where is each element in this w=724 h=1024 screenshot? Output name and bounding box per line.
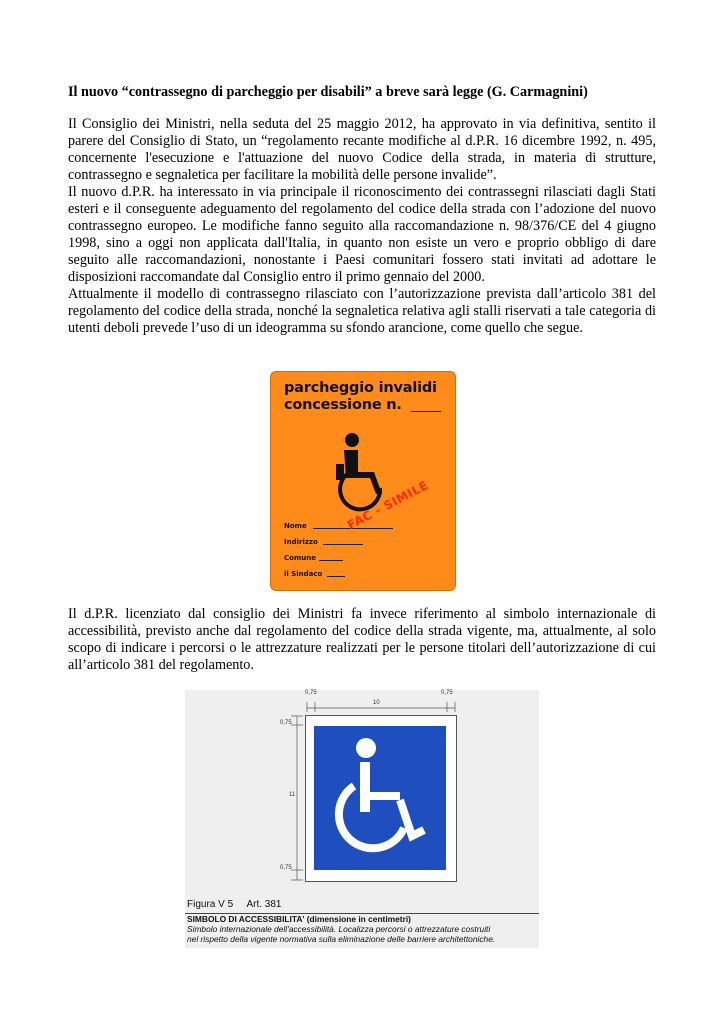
fac-simile-stamp: FAC - SIMILE (345, 477, 431, 533)
figure-description-line1: Simbolo internazionale dell'accessibilità. Localizza percorsi o attrezzature costruiti (187, 924, 491, 934)
dim-top-mid: 10 (373, 700, 380, 706)
field-comune: Comune (284, 554, 316, 562)
article-continued (68, 606, 656, 674)
accessibility-sign (305, 715, 457, 882)
wheelchair-icon (326, 432, 388, 512)
dim-top-left: 0,75 (305, 690, 317, 696)
figure-label: Figura V 5 Art. 381 (187, 899, 282, 910)
dim-left-bottom: 0,75 (280, 865, 292, 871)
figure-description (187, 924, 495, 944)
field-sindaco-line (327, 576, 345, 577)
dim-top-right: 0,75 (441, 690, 453, 696)
figure-title: SIMBOLO DI ACCESSIBILITA' (dimensione in centimetri) (187, 914, 411, 924)
accessibility-figure (185, 690, 539, 948)
paragraph-3: Attualmente il modello di contrassegno rilasciato con l’autorizzazione prevista dall’articolo 381 del regolamento del codice della strada, nonché la segnaletica relativa agli stalli riservati a tale categoria di utenti deboli prevede l’uso di un ideogramma su sfondo arancione, come quello che segue. (68, 286, 656, 336)
wheelchair-icon (314, 726, 446, 870)
parking-permit-image (270, 371, 456, 591)
article-title: Il nuovo “contrassegno di parcheggio per disabili” a breve sarà legge (G. Carmagnini) (68, 84, 588, 100)
article (68, 84, 656, 337)
field-sindaco: il Sindaco (284, 570, 323, 578)
dimension-lines-left (289, 714, 303, 884)
paragraph-4: Il d.P.R. licenziato dal consiglio dei Ministri fa invece riferimento al simbolo internazionale di accessibilità, previsto anche dal regolamento del codice della strada vigente, ma, attualmente, al solo scopo di indicare i percorsi o le attrezzature realizzati per le persone titolari dell’autorizzazione di cui all’articolo 381 del regolamento. (68, 606, 656, 673)
paragraph-2: Il nuovo d.P.R. ha interessato in via principale il riconoscimento dei contrassegni rilasciati dagli Stati esteri e il conseguente adeguamento del regolamento del codice della strada con l’adozione del nuovo contrassegno europeo. Le modifiche fanno seguito alla raccomandazione n. 98/376/CE del 4 giugno 1998, sino a oggi non applicata dall'Italia, in quanto non esiste un vero e proprio obbligo di dare seguito alle raccomandazioni, nonostante i Paesi comunitari fossero stati invitati ad adottare le disposizioni raccomandate dal Consiglio entro il primo gennaio del 2000. (68, 184, 656, 285)
permit-title-line2: concessione n. (284, 397, 402, 413)
field-indirizzo-line (323, 544, 363, 545)
accessibility-sign-blue (314, 726, 446, 870)
permit-title (284, 380, 437, 414)
field-indirizzo: Indirizzo (284, 538, 318, 546)
dim-left-top: 0,75 (280, 720, 292, 726)
permit-number-line (411, 411, 441, 412)
dimension-lines-top (303, 698, 459, 712)
dim-left-mid: 11 (289, 792, 296, 798)
field-comune-line (319, 560, 343, 561)
permit-title-line1: parcheggio invalidi (284, 380, 437, 396)
figure-description-line2: nel rispetto della vigente normativa sulla eliminazione delle barriere architettoniche. (187, 934, 496, 944)
paragraph-1: Il Consiglio dei Ministri, nella seduta del 25 maggio 2012, ha approvato in via definitiva, sentito il parere del Consiglio di Stato, un “regolamento recante modifiche al d.P.R. 16 dicembre 1992, n. 495, concernente l'esecuzione e l'attuazione del nuovo Codice della strada, in materia di strutture, contrassegno e segnaletica per facilitare la mobilità delle persone invalide”. (68, 116, 656, 183)
field-nome: Nome (284, 522, 307, 530)
